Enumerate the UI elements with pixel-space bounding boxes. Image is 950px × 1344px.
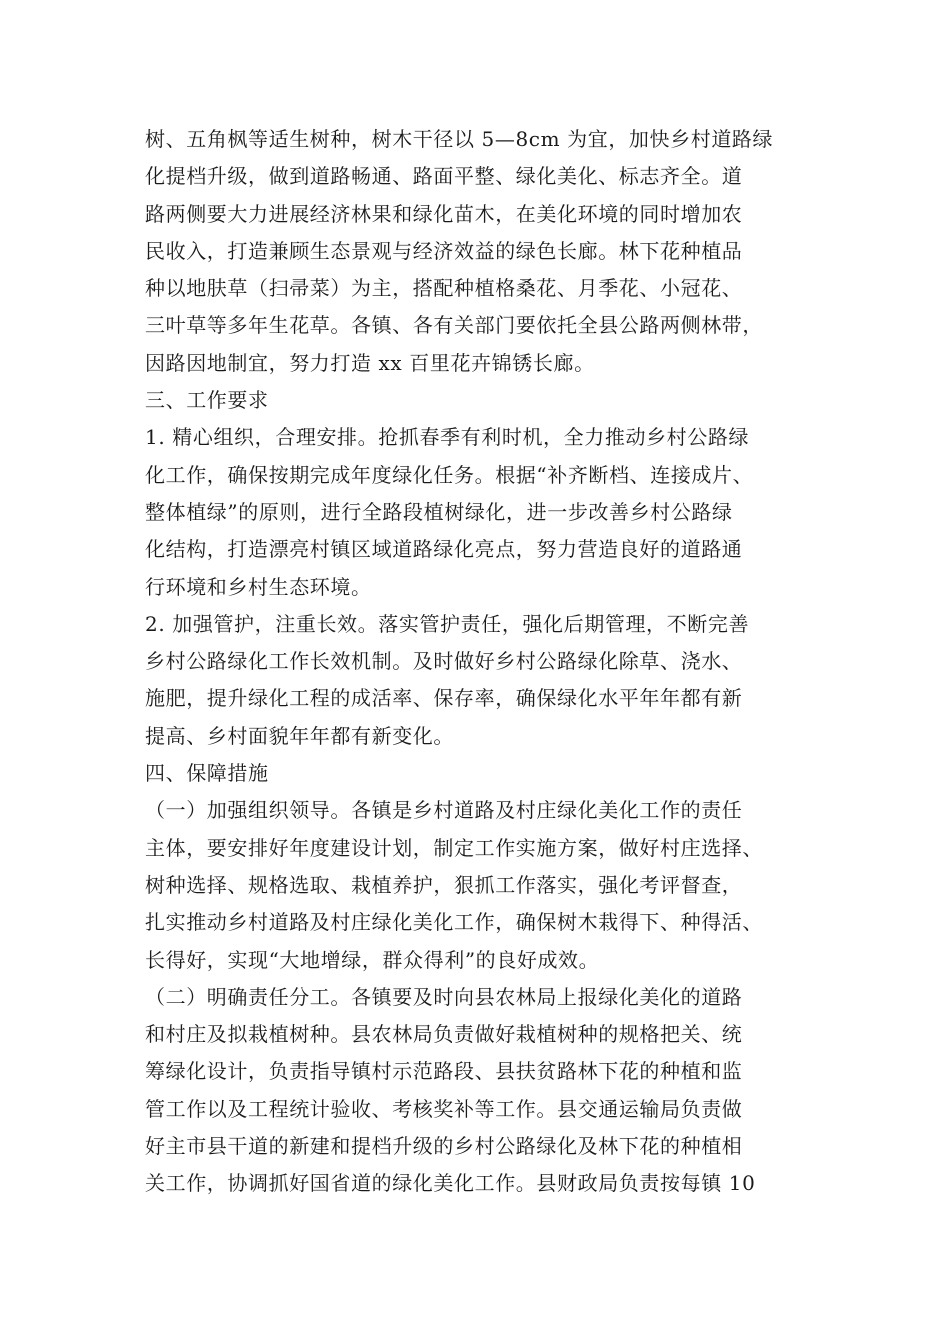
text-line: 化结构，打造漂亮村镇区域道路绿化亮点，努力营造良好的道路通: [145, 537, 743, 562]
text-line: 乡村公路绿化工作长效机制。及时做好乡村公路绿化除草、浇水、: [145, 649, 743, 674]
text-line: 三叶草等多年生花草。各镇、各有关部门要依托全县公路两侧林带，: [145, 313, 763, 338]
document-body: [145, 121, 825, 1203]
section-heading: 四、保障措施: [145, 761, 269, 786]
text-line: 树种选择、规格选取、栽植养护，狠抓工作落实，强化考评督查，: [145, 872, 743, 897]
section-heading: 三、工作要求: [145, 388, 269, 413]
text-line: 路两侧要大力进展经济林果和绿化苗木，在美化环境的同时增加农: [145, 201, 743, 226]
text-line: 2. 加强管护，注重长效。落实管护责任，强化后期管理，不断完善: [145, 611, 750, 636]
text-line: 整体植绿”的原则，进行全路段植树绿化，进一步改善乡村公路绿: [145, 499, 733, 524]
text-line: 长得好，实现“大地增绿，群众得利”的良好成效。: [145, 947, 600, 972]
text-line: 施肥，提升绿化工程的成活率、保存率，确保绿化水平年年都有新: [145, 686, 743, 711]
text-line: （一）加强组织领导。各镇是乡村道路及村庄绿化美化工作的责任: [145, 798, 743, 823]
text-line: 因路因地制宜，努力打造 xx 百里花卉锦锈长廊。: [145, 350, 595, 375]
text-line: 行环境和乡村生态环境。: [145, 574, 372, 599]
text-line: 树、五角枫等适生树种，树木干径以 5—8cm 为宜，加快乡村道路绿: [145, 127, 774, 151]
text-line: 提高、乡村面貌年年都有新变化。: [145, 723, 454, 748]
text-line: 和村庄及拟栽植树种。县农林局负责做好栽植树种的规格把关、统: [145, 1022, 743, 1047]
text-line: 化提档升级，做到道路畅通、路面平整、绿化美化、标志齐全。道: [145, 164, 743, 189]
text-line: 主体，要安排好年度建设计划，制定工作实施方案，做好村庄选择、: [145, 835, 763, 860]
text-line: 筹绿化设计，负责指导镇村示范路段、县扶贫路林下花的种植和监: [145, 1059, 743, 1084]
text-line: 民收入，打造兼顾生态景观与经济效益的绿色长廊。林下花种植品: [145, 238, 743, 263]
text-line: 1. 精心组织，合理安排。抢抓春季有利时机，全力推动乡村公路绿: [145, 425, 750, 450]
text-line: 扎实推动乡村道路及村庄绿化美化工作，确保树木栽得下、种得活、: [145, 910, 763, 935]
text-line: 关工作，协调抓好国省道的绿化美化工作。县财政局负责按每镇 10: [145, 1171, 756, 1196]
text-line: （二）明确责任分工。各镇要及时向县农林局上报绿化美化的道路: [145, 984, 743, 1009]
text-line: 管工作以及工程统计验收、考核奖补等工作。县交通运输局负责做: [145, 1096, 743, 1121]
text-line: 化工作，确保按期完成年度绿化任务。根据“补齐断档、连接成片、: [145, 462, 754, 487]
text-line: 种以地肤草（扫帚菜）为主，搭配种植格桑花、月季花、小冠花、: [145, 276, 743, 301]
text-line: 好主市县干道的新建和提档升级的乡村公路绿化及林下花的种植相: [145, 1134, 743, 1159]
